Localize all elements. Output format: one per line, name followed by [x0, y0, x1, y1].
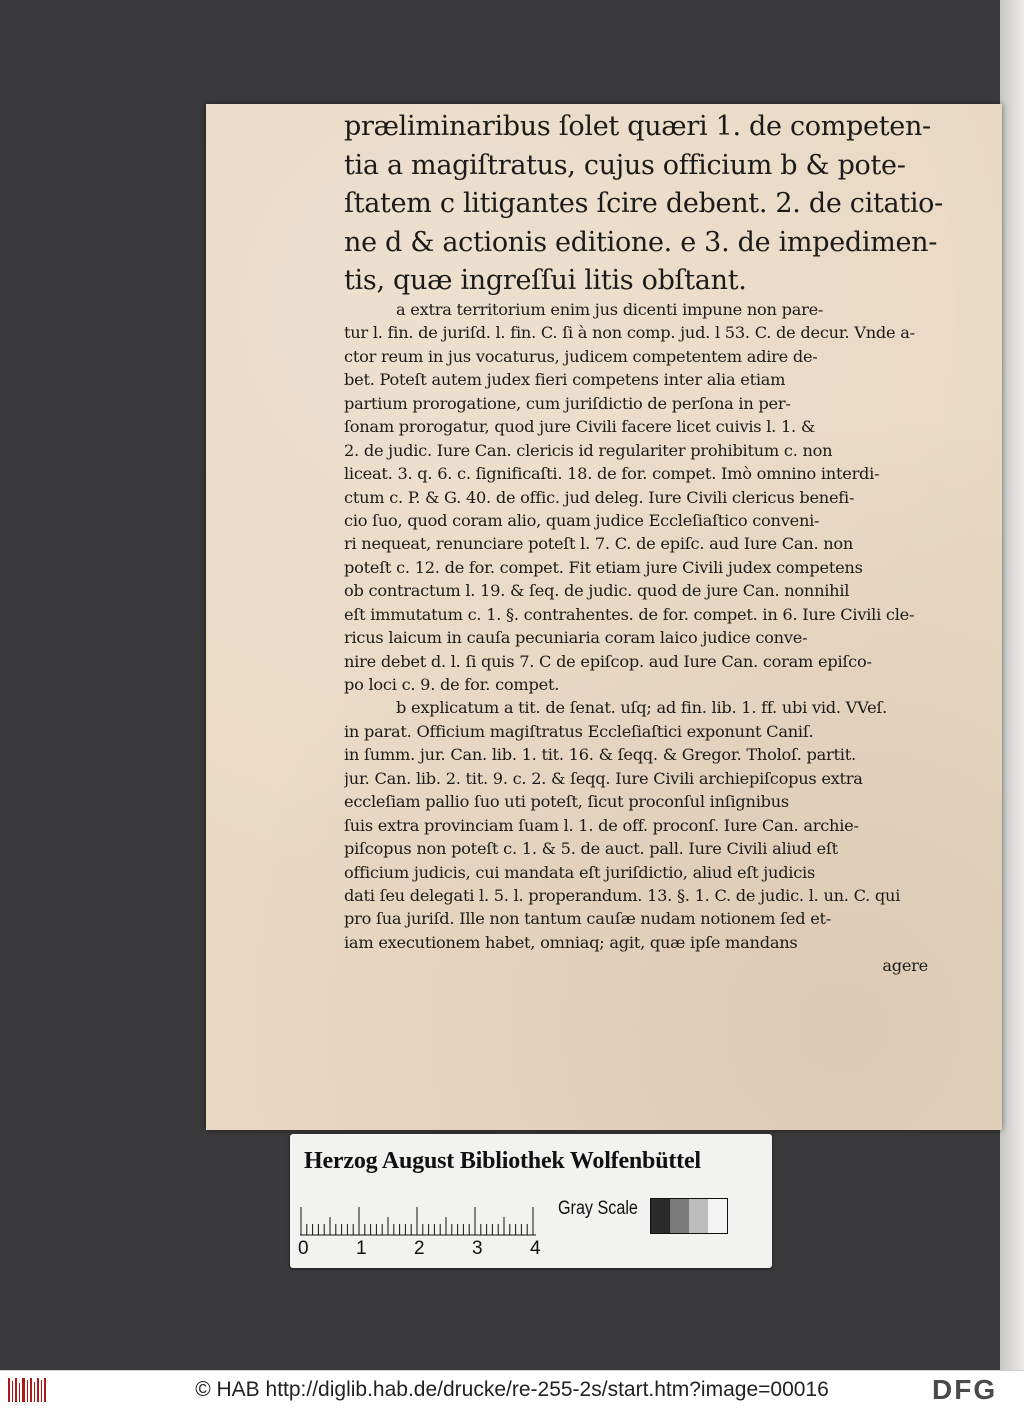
- note-line: liceat. 3. q. 6. c. ſignificaſti. 18. de for. compet. Imò omnino interdi-: [344, 464, 880, 484]
- library-name: Herzog August Bibliothek Wolfenbüttel: [304, 1148, 701, 1174]
- note-line: nire debet d. l. ſi quis 7. C de epiſcop. aud Iure Can. coram epiſco-: [344, 651, 872, 671]
- note-line: eſt immutatum c. 1. §. contrahentes. de for. compet. in 6. Iure Civili cle-: [344, 604, 915, 624]
- footer-bar: [0, 1370, 1024, 1410]
- note-line: poteſt c. 12. de for. compet. Fit etiam jure Civili judex competens: [344, 557, 863, 577]
- ruler-number: 4: [530, 1238, 541, 1259]
- main-text-block: [344, 108, 944, 301]
- ruler-number: 0: [298, 1238, 309, 1259]
- note-line: ſonam prorogatur, quod jure Civili facere licet cuivis l. 1. &: [344, 417, 815, 437]
- note-line: dati ſeu delegati l. 5. l. properandum. 13. §. 1. C. de judic. l. un. C. qui: [344, 885, 901, 905]
- heading-line: præliminaribus ſolet quæri 1. de competen-: [344, 111, 931, 142]
- note-line: partium prorogatione, cum juriſdictio de perſona in per-: [344, 393, 791, 413]
- gray-swatch: [708, 1199, 727, 1233]
- scale-ruler: [300, 1206, 536, 1236]
- gray-scale-chart: [650, 1198, 728, 1234]
- catchword: agere: [882, 956, 928, 976]
- note-line: in parat. Officium magiſtratus Eccleſiaſtici exponunt Caniſ.: [344, 721, 814, 741]
- note-line: in ſumm. jur. Can. lib. 1. tit. 16. & ſeqq. & Gregor. Tholoſ. partit.: [344, 745, 856, 765]
- heading-line: tis, quæ ingreſſui litis obſtant.: [344, 265, 747, 297]
- note-line: pro ſua juriſd. Ille non tantum cauſæ nudam notionem ſed et-: [344, 909, 832, 929]
- note-line: po loci c. 9. de for. compet.: [344, 675, 560, 694]
- gray-scale-label: Gray Scale: [558, 1198, 638, 1219]
- ruler-numbers: [292, 1238, 552, 1262]
- note-line: cio ſuo, quod coram alio, quam judice Eccleſiaſtico conveni-: [344, 510, 820, 530]
- scanner-edge-strip: [1000, 0, 1024, 1370]
- heading-line: ſtatem c litigantes ſcire debent. 2. de citatio-: [344, 188, 943, 220]
- note-line: jur. Can. lib. 2. tit. 9. c. 2. & ſeqq. Iure Civili archiepiſcopus extra: [344, 768, 863, 788]
- note-line: ob contractum l. 19. & ſeq. de judic. quod de jure Can. nonnihil: [344, 581, 850, 601]
- library-label: [290, 1134, 772, 1268]
- dfg-logo: DFG: [932, 1374, 998, 1405]
- note-line: ri nequeat, renunciare poteſt l. 7. C. de epiſc. aud Iure Can. non: [344, 534, 854, 554]
- note-line: ſuis extra provinciam ſuam l. 1. de off. proconſ. Iure Can. archie-: [344, 815, 859, 835]
- footnotes-block: [344, 298, 932, 978]
- gray-swatch: [689, 1199, 708, 1233]
- note-line: eccleſiam pallio ſuo uti poteſt, ſicut proconſul inſignibus: [344, 792, 789, 812]
- gray-swatch: [670, 1199, 689, 1233]
- note-line: 2. de judic. Iure Can. clericis id regulariter prohibitum c. non: [344, 440, 833, 460]
- ruler-number: 2: [414, 1238, 425, 1259]
- note-line: ricus laicum in cauſa pecuniaria coram laico judice conve-: [344, 628, 808, 648]
- note-line: piſcopus non poteſt c. 1. & 5. de auct. pall. Iure Civili aliud eſt: [344, 839, 838, 859]
- ruler-number: 1: [356, 1238, 367, 1259]
- note-line: officium judicis, cui mandata eſt juriſdictio, aliud eſt judicis: [344, 862, 816, 882]
- note-line: ctor reum in jus vocaturus, judicem competentem adire de-: [344, 346, 818, 366]
- note-line: ctum c. P. & G. 40. de offic. jud deleg. Iure Civili clericus benefi-: [344, 487, 855, 507]
- note-line: b explicatum a tit. de ſenat. uſq; ad fin. lib. 1. ff. ubi vid. VVeſ.: [396, 698, 888, 718]
- note-line: tur l. fin. de juriſd. l. fin. C. ſi à non comp. jud. l 53. C. de decur. Vnde a-: [344, 323, 915, 343]
- copyright-url: © HAB http://diglib.hab.de/drucke/re-255-2s/start.htm?image=00016: [195, 1378, 829, 1401]
- note-line: iam executionem habet, omniaq; agit, quæ ipſe mandans: [344, 932, 798, 952]
- heading-line: tia a magiſtratus, cujus officium b & pote-: [344, 149, 906, 181]
- note-line: a extra territorium enim jus dicenti impune non pare-: [396, 300, 824, 319]
- note-line: bet. Poteſt autem judex fieri competens inter alia etiam: [344, 370, 786, 390]
- ruler-number: 3: [472, 1238, 483, 1259]
- heading-line: ne d & actionis editione. e 3. de impedimen-: [344, 226, 938, 258]
- gray-swatch: [651, 1199, 670, 1233]
